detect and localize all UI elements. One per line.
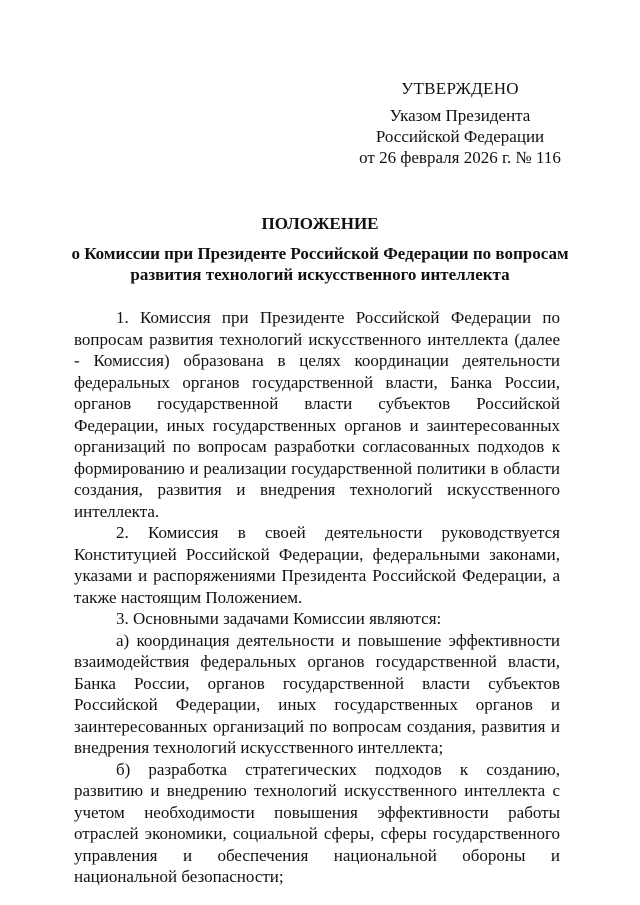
document-body xyxy=(74,307,560,888)
paragraph-3: 3. Основными задачами Комиссии являются: xyxy=(116,609,442,628)
paragraph-3b: б) разработка стратегических подходов к созданию, развитию и внедрению технологий искусственного интеллекта с учетом необходимости повышения эффективности работы отраслей экономики, социальной сферы, сферы государственного управления и обеспечения национальной обороны и национальной безопасности; xyxy=(74,759,560,886)
approval-line-date: от 26 февраля 2026 г. № 116 xyxy=(359,148,561,167)
approval-block xyxy=(340,78,580,168)
document-subtitle: о Комиссии при Президенте Российской Федерации по вопросам развития технологий искусственного интеллекта xyxy=(71,244,569,284)
approved-stamp: УТВЕРЖДЕНО xyxy=(401,79,519,98)
document-heading xyxy=(60,213,580,285)
approval-line-decree: Указом Президента xyxy=(389,106,531,125)
approval-line-country: Российской Федерации xyxy=(375,127,545,146)
paragraph-3a: а) координация деятельности и повышение эффективности взаимодействия федеральных органов государственной власти, Банка России, органов государственной власти субъектов Российской Федерации, иных государственных органов и заинтересованных организаций по вопросам создания, развития и внедрения технологий искусственного интеллекта; xyxy=(74,630,560,757)
paragraph-2: 2. Комиссия в своей деятельности руководствуется Конституцией Российской Федерации, федеральными законами, указами и распоряжениями Президента Российской Федерации, а также настоящим Положением. xyxy=(74,523,560,607)
document-title: ПОЛОЖЕНИЕ xyxy=(261,214,379,233)
paragraph-1: 1. Комиссия при Президенте Российской Федерации по вопросам развития технологий искусственного интеллекта (далее - Комиссия) образована в целях координации деятельности федеральных органов государственной власти, Банка России, органов государственной власти субъектов Российской Федерации, иных государственных органов и заинтересованных организаций по вопросам разработки согласованных подходов к формированию и реализации государственной политики в области создания, развития и внедрения технологий искусственного интеллекта. xyxy=(74,308,560,521)
